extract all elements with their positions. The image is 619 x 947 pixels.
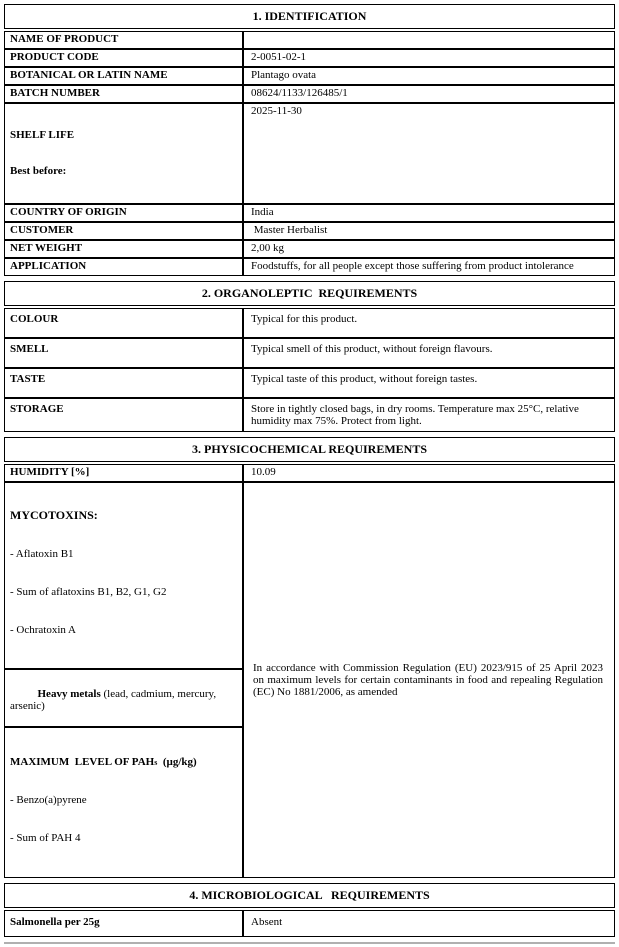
heavy-metals-label-rest: (lead, cadmium, mercury, arsenic) [10,688,219,713]
colour-label: COLOUR [4,308,243,338]
customer-label: CUSTOMER [4,222,243,240]
name-of-product-value [243,31,615,49]
storage-label: STORAGE [4,398,243,432]
pahs-heading-unit: (µg/kg) [157,756,197,769]
salmonella-label: Salmonella per 25g [4,910,243,937]
botanical-name-value: Plantago ovata [243,67,615,85]
salmonella-value: Absent [243,910,615,937]
section-identification [4,4,615,276]
table-row [4,910,615,937]
net-weight-value: 2,00 kg [243,240,615,258]
table-row [4,482,615,669]
product-code-label: PRODUCT CODE [4,49,243,67]
mycotoxins-cell [4,482,243,669]
regulation-note-cell: In accordance with Commission Regulation (EU) 2023/915 of 25 April 2023 on maximum levels for certain contaminants in food and repealing Regulation (EC) No 1881/2006, as amended [243,482,615,878]
mycotoxins-heading: MYCOTOXINS: [10,508,98,522]
pahs-cell [4,727,243,878]
table-row [4,49,615,67]
table-row [4,308,615,338]
section-microbiological [4,883,615,937]
section-microbiological-title: 4. MICROBIOLOGICAL REQUIREMENTS [4,883,615,908]
table-row [4,204,615,222]
name-of-product-label: NAME OF PRODUCT [4,31,243,49]
section-organoleptic [4,281,615,432]
physicochemical-table [4,464,615,878]
table-row [4,85,615,103]
identification-table [4,31,615,276]
section-physicochemical-title: 3. PHYSICOCHEMICAL REQUIREMENTS [4,437,615,462]
customer-value: Master Herbalist [243,222,615,240]
table-row [4,338,615,368]
pahs-heading-bold: MAXIMUM LEVEL OF PAH [10,756,155,769]
product-code-value: 2-0051-02-1 [243,49,615,67]
section-physicochemical [4,437,615,878]
section-organoleptic-title: 2. ORGANOLEPTIC REQUIREMENTS [4,281,615,306]
table-row [4,103,615,204]
storage-value: Store in tightly closed bags, in dry rooms. Temperature max 25°C, relative humidity max 75%. Protect from light. [243,398,615,432]
botanical-name-label: BOTANICAL OR LATIN NAME [4,67,243,85]
next-page-table-edge [4,942,615,947]
table-row [4,31,615,49]
country-of-origin-value: India [243,204,615,222]
table-row [4,258,615,276]
application-label: APPLICATION [4,258,243,276]
batch-number-value: 08624/1133/126485/1 [243,85,615,103]
pahs-item-sum-pah4: - Sum of PAH 4 [10,832,81,845]
mycotoxin-item-aflatoxin-b1: - Aflatoxin B1 [10,548,74,560]
shelf-life-value: 2025-11-30 [243,103,615,204]
table-row [4,398,615,432]
heavy-metals-cell [4,669,243,727]
pahs-item-benzoapyrene: - Benzo(a)pyrene [10,794,87,807]
table-row [4,240,615,258]
humidity-value: 10.09 [243,464,615,482]
section-identification-title: 1. IDENTIFICATION [4,4,615,29]
smell-label: SMELL [4,338,243,368]
table-row [4,464,615,482]
table-row [4,222,615,240]
heavy-metals-label-bold: Heavy metals [37,688,101,701]
batch-number-label: BATCH NUMBER [4,85,243,103]
microbiological-table [4,910,615,937]
pahs-heading-subscript: s [154,758,158,768]
mycotoxin-item-ochratoxin-a: - Ochratoxin A [10,624,76,637]
table-row [4,368,615,398]
taste-label: TASTE [4,368,243,398]
organoleptic-table [4,308,615,432]
pahs-heading [10,756,238,768]
shelf-life-label [4,103,243,204]
smell-value: Typical smell of this product, without foreign flavours. [243,338,615,368]
shelf-life-label-line1: SHELF LIFE [10,129,75,141]
shelf-life-label-line2: Best before: [10,165,67,177]
net-weight-label: NET WEIGHT [4,240,243,258]
country-of-origin-label: COUNTRY OF ORIGIN [4,204,243,222]
mycotoxin-item-sum-aflatoxins: - Sum of aflatoxins B1, B2, G1, G2 [10,586,167,599]
colour-value: Typical for this product. [243,308,615,338]
humidity-label: HUMIDITY [%] [4,464,243,482]
table-row [4,67,615,85]
taste-value: Typical taste of this product, without foreign tastes. [243,368,615,398]
application-value: Foodstuffs, for all people except those suffering from product intolerance [243,258,615,276]
